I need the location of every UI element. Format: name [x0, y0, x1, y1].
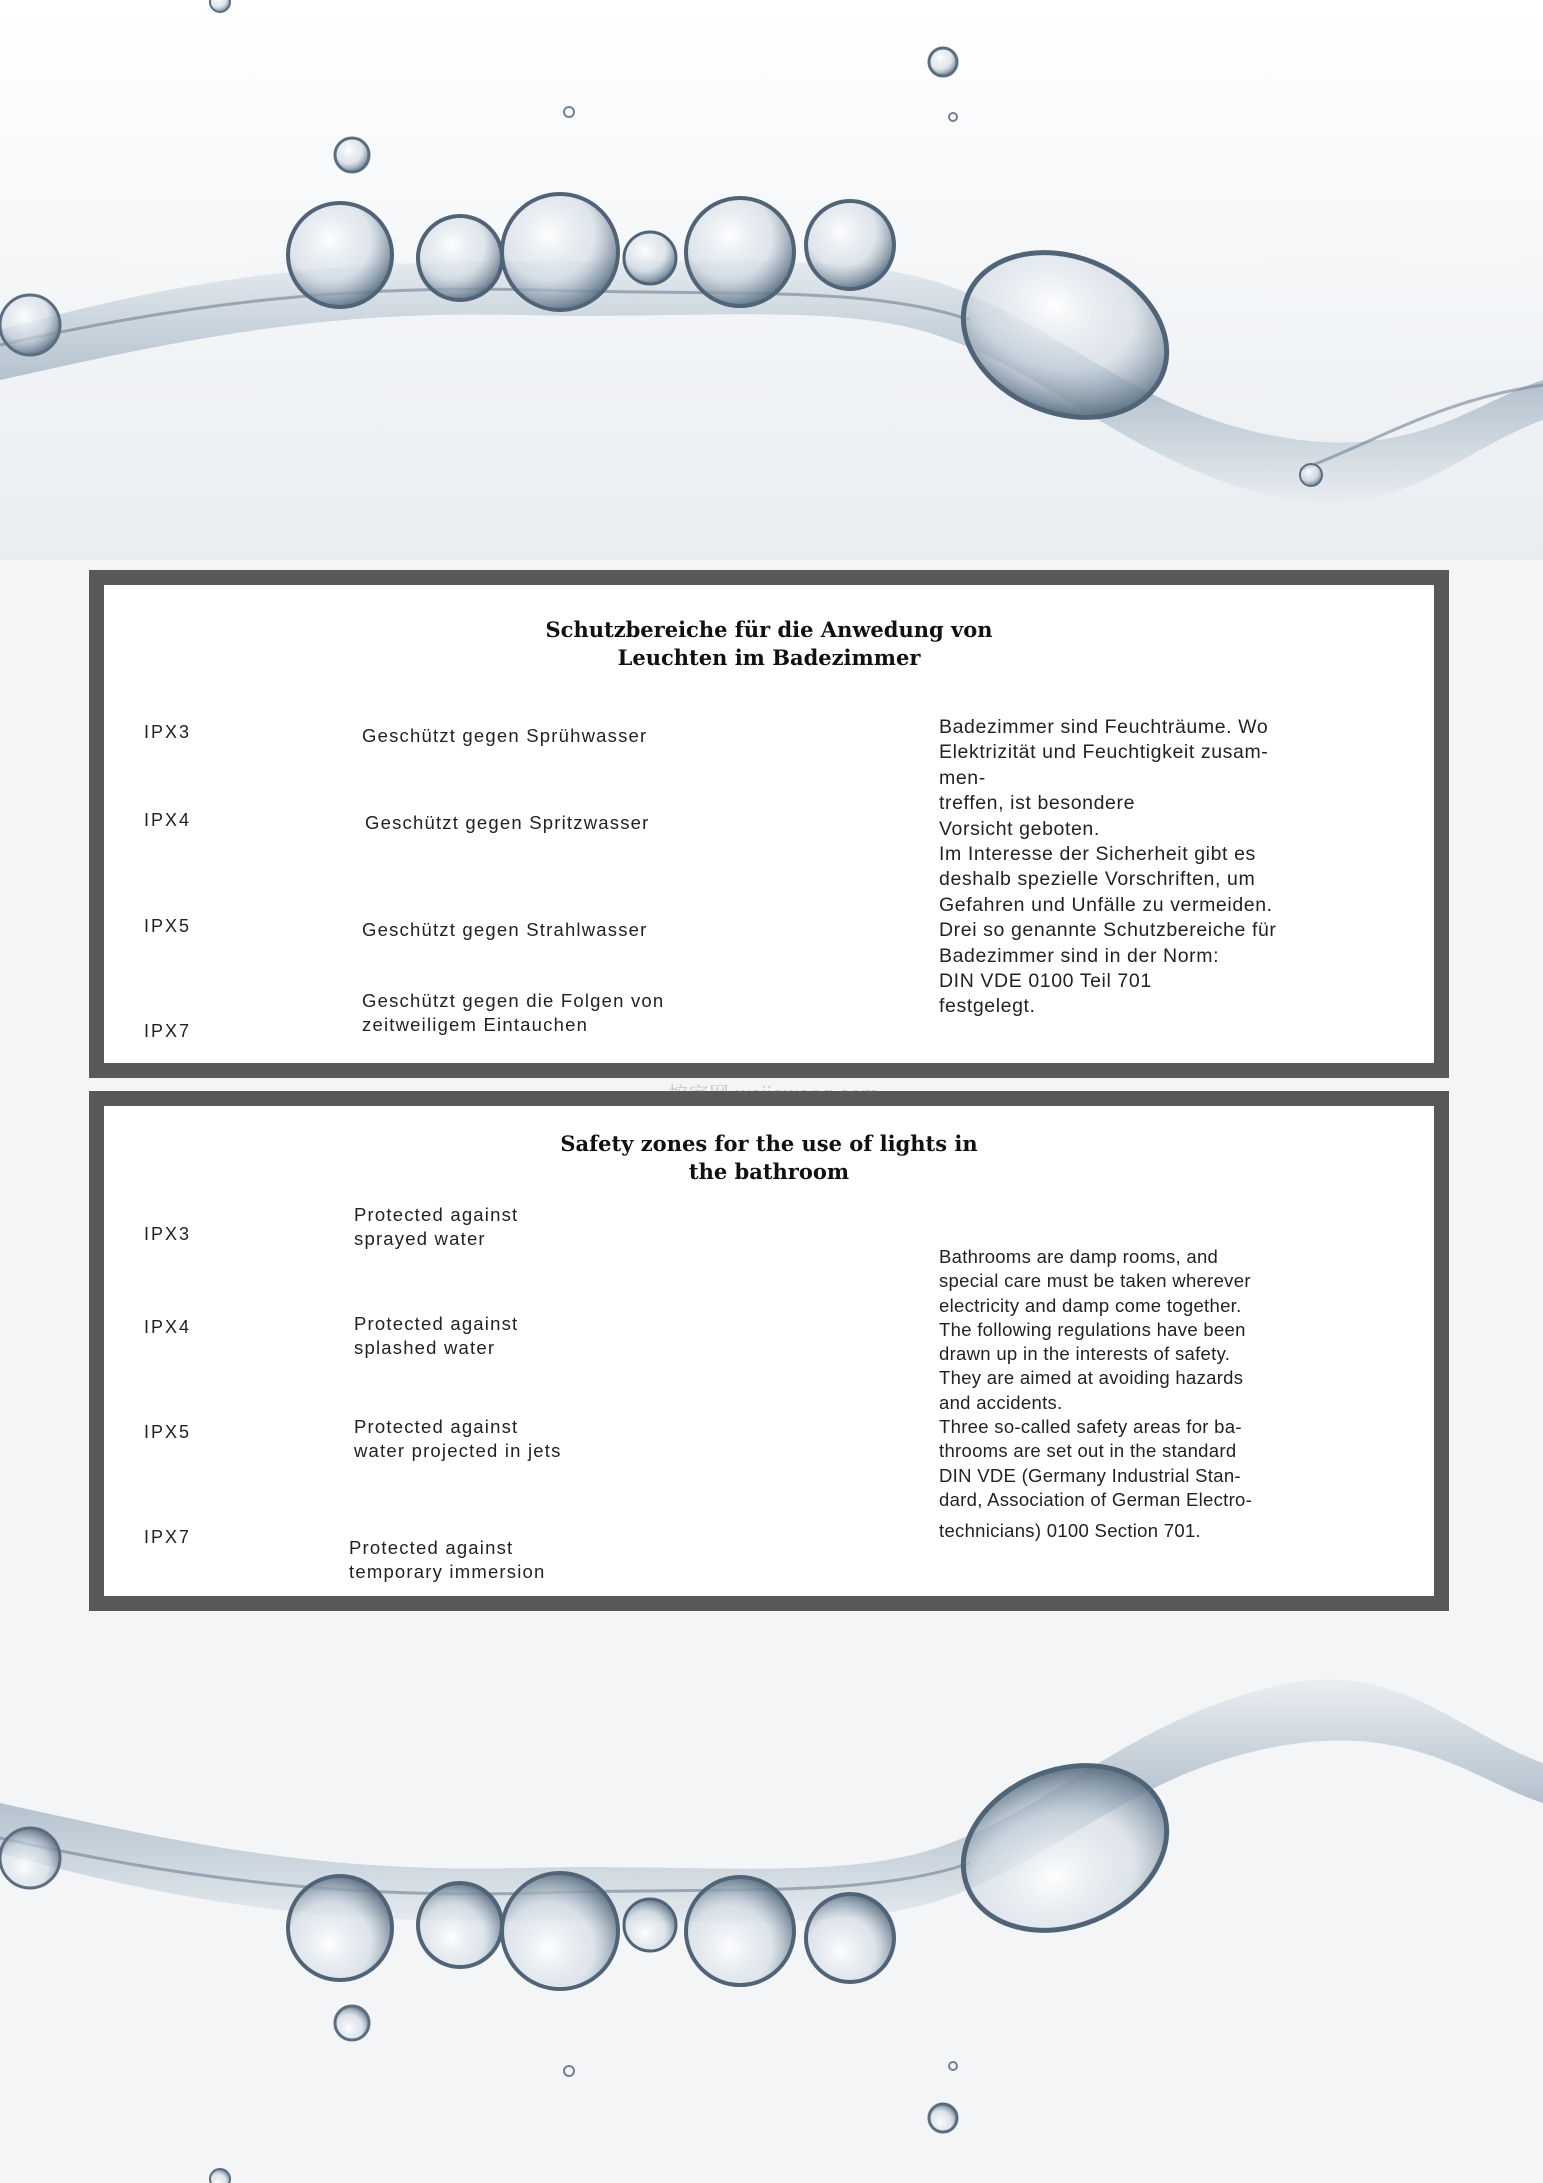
german-row-ipx5-description: Geschützt gegen Strahlwasser	[362, 919, 648, 940]
english-row-ipx3-description: Protected against sprayed water	[354, 1204, 519, 1249]
english-info-paragraph: Bathrooms are damp rooms, and special care must be taken wherever electricity and damp come together. The following regulations have been drawn up in the interests of safety. They are aimed at avoiding hazards and accidents. Three so-called safety areas for ba- throoms are set out in the standard DIN VDE (Germany Industrial Stan- dard, Association of German Electro- technicians) 0100 Section 701.	[939, 1246, 1253, 1542]
english-safety-zones-panel	[89, 1091, 1449, 1611]
english-row-ipx7-description: Protected against temporary immersion	[349, 1537, 546, 1582]
german-row-ipx3-description: Geschützt gegen Sprühwasser	[362, 725, 648, 746]
english-panel-title: Safety zones for the use of lights in the bathroom	[560, 1131, 978, 1184]
english-row-ipx5-description: Protected against water projected in jets	[354, 1416, 562, 1461]
german-row-ipx7-code: IPX7	[144, 1021, 192, 1041]
english-row-ipx3-code: IPX3	[144, 1224, 192, 1244]
german-info-paragraph: Badezimmer sind Feuchträume. Wo Elektrizität und Feuchtigkeit zusam- men- treffen, ist besondere Vorsicht geboten. Im Interesse der Sicherheit gibt es deshalb spezielle Vorschriften, um Gefahren und Unfälle zu vermeiden. Drei so genannte Schutzbereiche für Badezimmer sind in der Norm: DIN VDE 0100 Teil 701 festgelegt.	[939, 716, 1277, 1018]
german-row-ipx5-code: IPX5	[144, 916, 192, 936]
english-row-ipx4-code: IPX4	[144, 1317, 192, 1337]
german-row-ipx4-code: IPX4	[144, 810, 192, 830]
english-row-ipx4-description: Protected against splashed water	[354, 1313, 519, 1358]
german-panel-title: Schutzbereiche für die Anwedung von Leuchten im Badezimmer	[545, 617, 993, 670]
german-safety-zones-panel	[89, 570, 1449, 1078]
german-row-ipx4-description: Geschützt gegen Spritzwasser	[365, 812, 650, 833]
german-row-ipx7-description: Geschützt gegen die Folgen von zeitweiligem Eintauchen	[362, 990, 665, 1035]
english-row-ipx5-code: IPX5	[144, 1422, 192, 1442]
german-row-ipx3-code: IPX3	[144, 722, 192, 742]
english-row-ipx7-code: IPX7	[144, 1527, 192, 1547]
